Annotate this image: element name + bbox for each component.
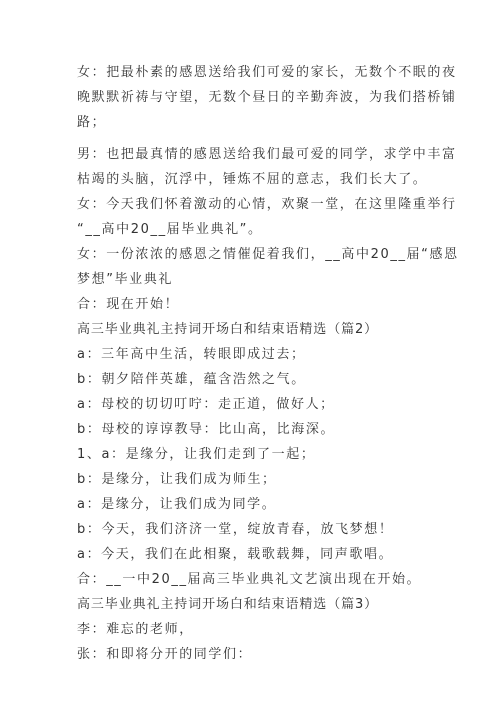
text-line: b：朝夕陪伴英雄，蕴含浩然之气。 [77,372,306,387]
text-line: b：今天，我们济济一堂，绽放青春，放飞梦想！ [77,522,394,537]
text-line: 男：也把最真情的感恩送给我们最可爱的同学，求学中丰富 [77,147,457,162]
text-line: 合：现在开始！ [77,297,180,312]
text-line: 晚默默祈祷与守望，无数个昼日的辛勤奔波，为我们搭桥铺 [77,90,457,105]
text-line: a：是缘分，让我们成为同学。 [77,497,277,512]
text-line: a：今天，我们在此相聚，载歌载舞，同声歌唱。 [77,547,394,562]
document-body [77,60,459,667]
text-line: 李：难忘的老师， [77,622,194,637]
section-heading: 高三毕业典礼主持词开场白和结束语精选（篇3） [77,597,379,612]
text-line: 女：一份浓浓的感恩之情催促着我们，__高中20__届“感恩 [77,247,459,262]
text-line: a：三年高中生活，转眼即成过去； [77,347,306,362]
text-line: b：是缘分，让我们成为师生； [77,472,277,487]
text-line: 枯竭的头脑，沉浮中，锤炼不屈的意志，我们长大了。 [77,172,428,187]
text-line: 路； [77,115,107,130]
text-line: 女：今天我们怀着激动的心情，欢聚一堂，在这里隆重举行 [77,197,457,212]
text-line: 张：和即将分开的同学们： [77,647,253,662]
section-heading: 高三毕业典礼主持词开场白和结束语精选（篇2） [77,322,379,337]
text-line: b：母校的谆谆教导：比山高，比海深。 [77,422,336,437]
text-line: 梦想”毕业典礼 [77,272,173,287]
text-line: “__高中20__届毕业典礼”。 [77,222,263,237]
text-line: 合：__一中20__届高三毕业典礼文艺演出现在开始。 [77,572,422,587]
text-line: 女：把最朴素的感恩送给我们可爱的家长，无数个不眠的夜 [77,65,457,80]
text-line: 1、a：是缘分，让我们走到了一起； [77,447,316,462]
text-line: a：母校的切切叮咛：走正道，做好人； [77,397,335,412]
